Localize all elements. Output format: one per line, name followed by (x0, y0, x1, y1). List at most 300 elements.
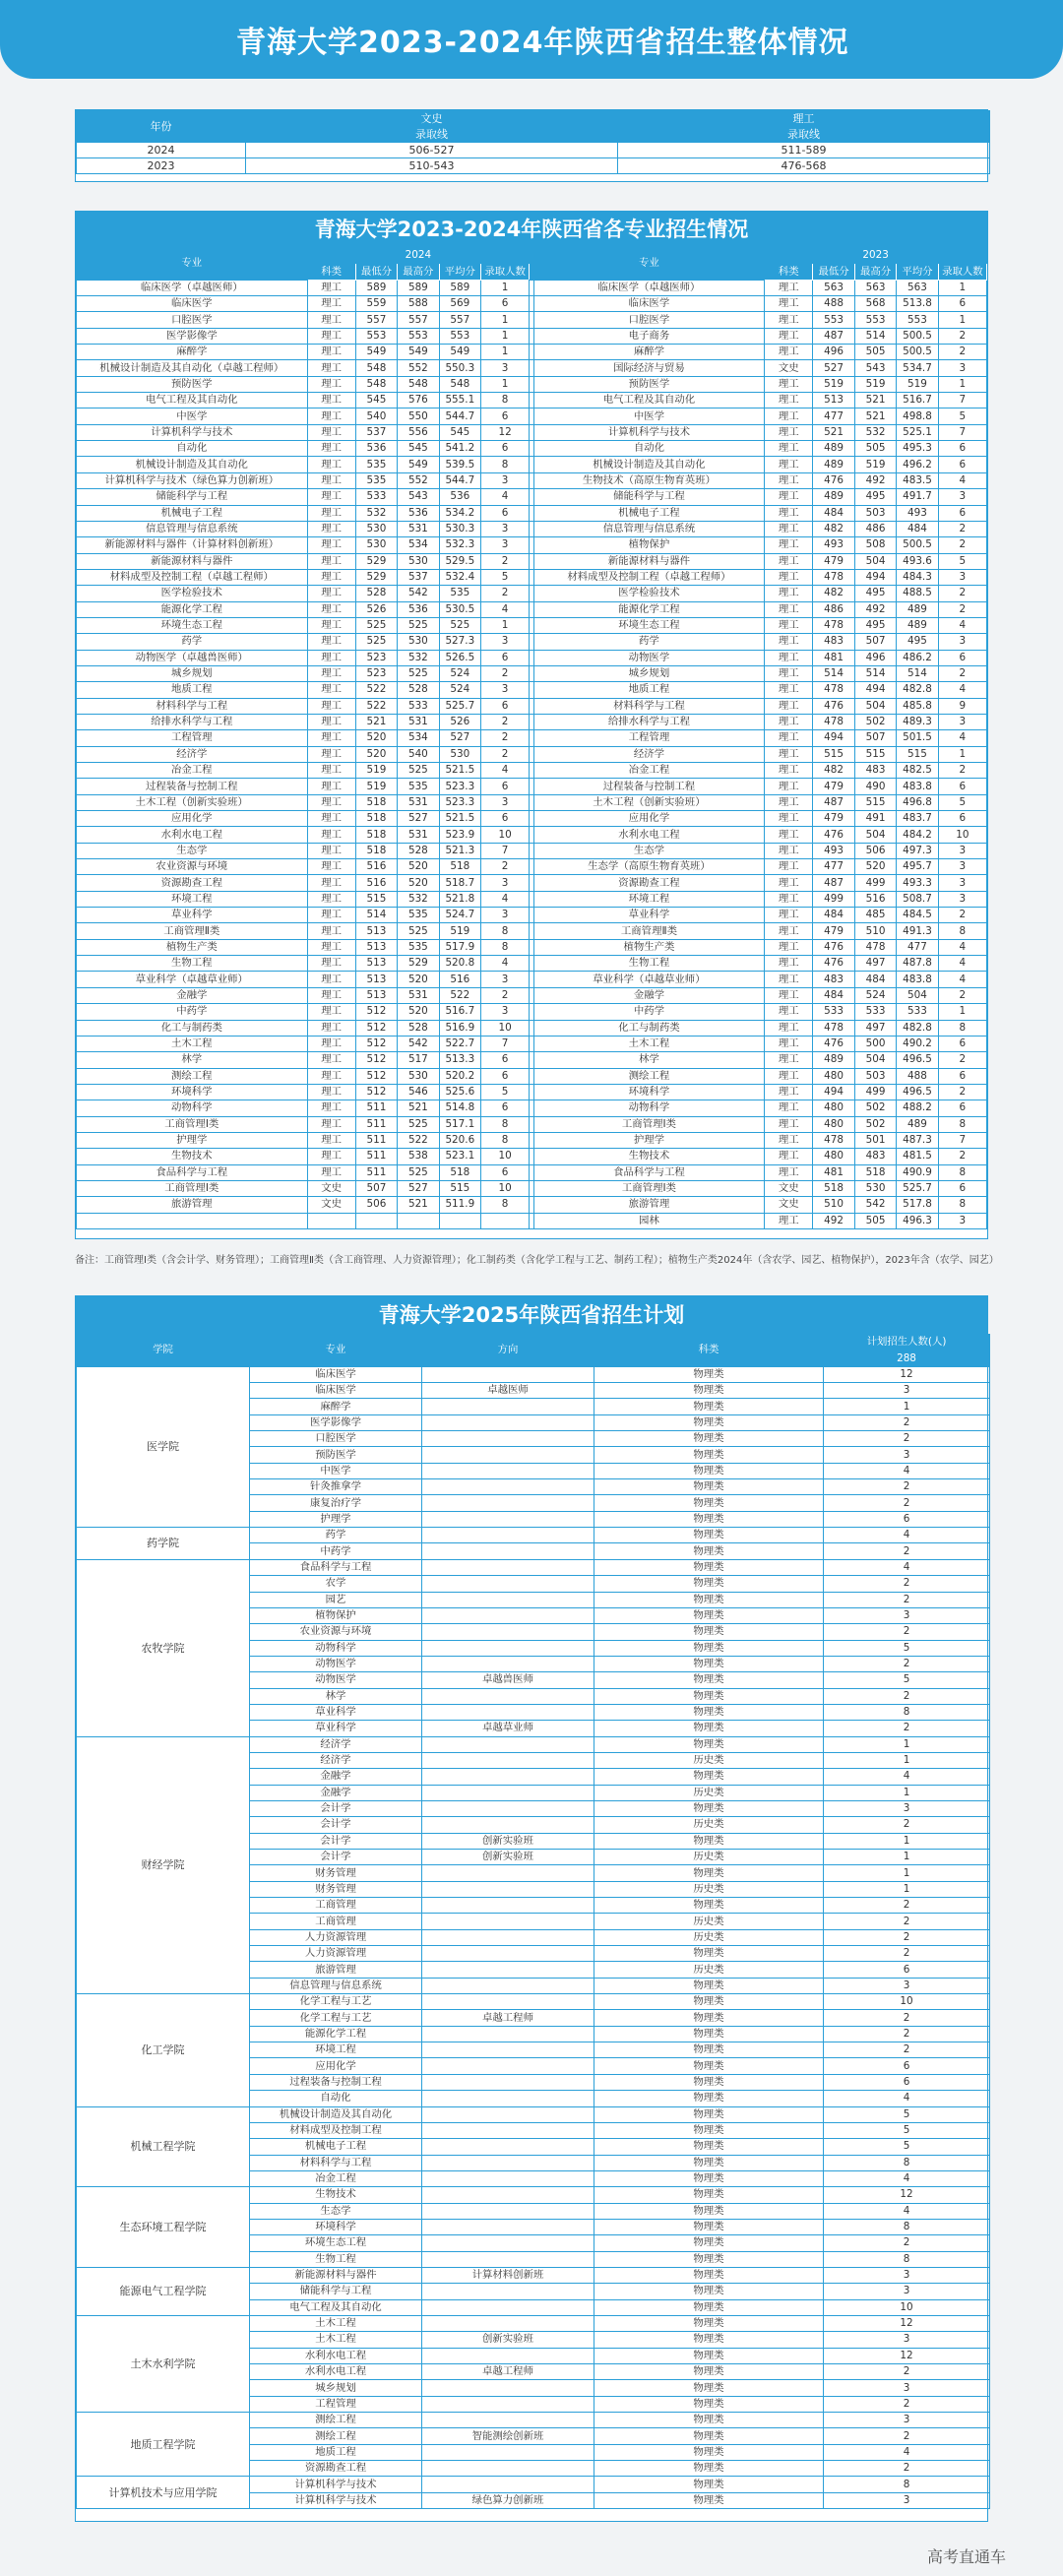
cell-2024-2: 553 (355, 328, 397, 344)
plan-cell-2: 物理类 (594, 1576, 824, 1592)
cell-2023-5: 2 (938, 1149, 986, 1164)
cell-2023-0: 动物科学 (533, 1100, 765, 1116)
cell-2024-0: 中医学 (77, 408, 308, 424)
plan-cell-1 (422, 1736, 594, 1752)
plan-cell-2: 物理类 (594, 1978, 824, 1993)
header-major-2024: 专业 (77, 248, 308, 281)
plan-cell-2: 历史类 (594, 1817, 824, 1833)
subheader-3: 平均分 (439, 264, 480, 280)
cell-2023-5: 2 (938, 345, 986, 360)
plan-cell-0: 会计学 (250, 1833, 422, 1849)
cell-2024-0: 过程装备与控制工程 (77, 779, 308, 794)
cell-2023-2: 484 (813, 908, 854, 923)
plan-cell-3: 3 (824, 2380, 990, 2396)
cell-2023-2: 510 (813, 1197, 854, 1213)
plan-cell-2: 物理类 (594, 2122, 824, 2138)
header-2023: 2023 (765, 248, 987, 264)
plan-cell-0: 动物科学 (250, 1640, 422, 1656)
header-year: 年份 (77, 111, 246, 143)
cell-2024-2: 513 (355, 939, 397, 955)
cell-2024-4: 545 (439, 424, 480, 440)
cell-2023-2: 476 (813, 939, 854, 955)
cell-2024-2: 530 (355, 521, 397, 536)
cell-2023-1: 理工 (765, 1052, 813, 1068)
plan-cell-2: 物理类 (594, 2284, 824, 2299)
cell-2024-3: 532 (398, 891, 439, 907)
cell-2024-0: 新能源材料与器件 (77, 553, 308, 569)
cell-2024-5: 6 (481, 296, 530, 312)
plan-cell-1 (422, 1576, 594, 1592)
cell-2024-1: 理工 (307, 698, 355, 714)
plan-cell-3: 4 (824, 2444, 990, 2460)
table-row (77, 794, 987, 810)
plan-cell-1 (422, 2413, 594, 2428)
plan-cell-3: 2 (824, 1946, 990, 1962)
plan-cell-3: 10 (824, 1994, 990, 2010)
cell-2024-2: 525 (355, 634, 397, 650)
cell-2023-1: 理工 (765, 827, 813, 843)
cell-2023-1: 理工 (765, 811, 813, 827)
plan-cell-3: 6 (824, 2074, 990, 2090)
cell-2024-2: 549 (355, 345, 397, 360)
cell-2024-4: 516.7 (439, 1004, 480, 1020)
plan-cell-0: 过程装备与控制工程 (250, 2074, 422, 2090)
cell-2024-5: 6 (481, 408, 530, 424)
cell-2023-1: 理工 (765, 1149, 813, 1164)
plan-cell-0: 财务管理 (250, 1881, 422, 1897)
cell-2024-0: 生态学 (77, 843, 308, 858)
plan-cell-1 (422, 1898, 594, 1914)
cell-2023-3: 485 (854, 908, 896, 923)
cell-2024-2: 519 (355, 779, 397, 794)
plan-cell-2: 物理类 (594, 2187, 824, 2203)
cell-2024-4: 523.3 (439, 779, 480, 794)
cell-2024-0: 环境工程 (77, 891, 308, 907)
table-row (77, 1020, 987, 1036)
college-name: 药学院 (77, 1528, 250, 1560)
cell-2024-3: 534 (398, 537, 439, 553)
plan-cell-0: 环境工程 (250, 2042, 422, 2058)
cell-2023-2: 483 (813, 972, 854, 987)
cell-2023-3: 494 (854, 682, 896, 698)
cell-2023-0: 环境工程 (533, 891, 765, 907)
header-direction: 方向 (422, 1335, 594, 1367)
cell-2023-1: 理工 (765, 746, 813, 762)
cell-2024-1: 理工 (307, 875, 355, 891)
cell-2024-3: 543 (398, 489, 439, 505)
plan-cell-1 (422, 2219, 594, 2234)
cell-2024-4: 526.5 (439, 650, 480, 665)
table-row (77, 312, 987, 328)
cell-2024-5: 7 (481, 1036, 530, 1051)
cell-2023-0: 能源化学工程 (533, 601, 765, 617)
plan-cell-0: 能源化学工程 (250, 2026, 422, 2042)
plan-cell-2: 物理类 (594, 1383, 824, 1399)
cell-2023-1: 理工 (765, 280, 813, 295)
plan-cell-2: 物理类 (594, 2332, 824, 2348)
plan-cell-0: 工商管理 (250, 1914, 422, 1929)
table-row (77, 296, 987, 312)
plan-cell-2: 物理类 (594, 1946, 824, 1962)
header-2024: 2024 (307, 248, 530, 264)
cell-2023-1: 理工 (765, 376, 813, 392)
cell-2024-1: 理工 (307, 1100, 355, 1116)
cell-2023-4: 525.7 (897, 1180, 938, 1196)
cell-2023-0: 工程管理 (533, 730, 765, 746)
cell-2024-2 (355, 1213, 397, 1228)
cell-2024-2: 511 (355, 1132, 397, 1148)
cell-2023-4: 490.2 (897, 1036, 938, 1051)
cell-2023-4: 488.2 (897, 1100, 938, 1116)
plan-row (77, 1366, 990, 1382)
cell-2024-4: 516.9 (439, 1020, 480, 1036)
cell-2024-5: 8 (481, 393, 530, 408)
cell-2024-5: 1 (481, 328, 530, 344)
cell-2023-0: 植物生产类 (533, 939, 765, 955)
cell-2024-2: 513 (355, 972, 397, 987)
cell-2024-3: 576 (398, 393, 439, 408)
cell-2023-3: 553 (854, 312, 896, 328)
table-row (77, 1164, 987, 1180)
plan-cell-2: 物理类 (594, 1607, 824, 1623)
cell-2023-4: 513.8 (897, 296, 938, 312)
cell-2023-2: 514 (813, 665, 854, 681)
cell-2024-1: 理工 (307, 505, 355, 521)
plan-cell-1 (422, 2284, 594, 2299)
cell-2024-5: 3 (481, 682, 530, 698)
plan-cell-1 (422, 1704, 594, 1720)
cell-2023-5: 4 (938, 617, 986, 633)
table-row (77, 586, 987, 601)
cell-2024-5: 3 (481, 908, 530, 923)
table-row (77, 360, 987, 376)
cell-2023-3: 494 (854, 569, 896, 585)
cell-2023-4: 495.7 (897, 859, 938, 875)
cell-2023-1: 文史 (765, 1197, 813, 1213)
cell-2023-1: 理工 (765, 939, 813, 955)
plan-row (77, 2477, 990, 2492)
cell-2024-4: 527.3 (439, 634, 480, 650)
cell-2023-5: 1 (938, 1004, 986, 1020)
plan-cell-0: 园艺 (250, 1592, 422, 1607)
cell-2023-2: 476 (813, 827, 854, 843)
table-row (77, 730, 987, 746)
plan-cell-2: 物理类 (594, 2170, 824, 2186)
plan-cell-0: 动物医学 (250, 1672, 422, 1688)
table-row (77, 891, 987, 907)
cell-2024-1: 理工 (307, 682, 355, 698)
cell-2024-0: 林学 (77, 1052, 308, 1068)
plan-cell-1: 卓越工程师 (422, 2364, 594, 2380)
cell-2024-4: 527 (439, 730, 480, 746)
cell-2024-3: 530 (398, 1068, 439, 1084)
cell-2023-0: 土木工程 (533, 1036, 765, 1051)
table-row (77, 650, 987, 665)
plan-cell-2: 物理类 (594, 2492, 824, 2508)
cell-2024-5: 6 (481, 505, 530, 521)
cell-2023-2: 481 (813, 1164, 854, 1180)
cell-2024-1: 理工 (307, 794, 355, 810)
cell-2023-4: 493.3 (897, 875, 938, 891)
cell-2023-4: 484 (897, 521, 938, 536)
cell-2023-5: 6 (938, 811, 986, 827)
cell-2024-3: 531 (398, 827, 439, 843)
cell-2024-0: 信息管理与信息系统 (77, 521, 308, 536)
cell-2023-4: 504 (897, 987, 938, 1003)
cell-2023-5: 2 (938, 908, 986, 923)
plan-cell-2: 物理类 (594, 1479, 824, 1495)
cell-2023-4: 488.5 (897, 586, 938, 601)
cell-2023-0: 食品科学与工程 (533, 1164, 765, 1180)
cell-2023-3: 530 (854, 1180, 896, 1196)
cell-2024-0: 化工与制药类 (77, 1020, 308, 1036)
cell-2024-0: 给排水科学与工程 (77, 714, 308, 729)
plan-cell-3: 6 (824, 1511, 990, 1527)
cell-2024-2: 589 (355, 280, 397, 295)
cell-2023-3: 495 (854, 617, 896, 633)
cell-2024-0: 医学检验技术 (77, 586, 308, 601)
cell-2023-2: 478 (813, 682, 854, 698)
cell-2024-1: 理工 (307, 296, 355, 312)
plan-cell-2: 物理类 (594, 1592, 824, 1607)
plan-cell-2: 物理类 (594, 2348, 824, 2363)
college-name: 生态环境工程学院 (77, 2187, 250, 2268)
plan-cell-0: 金融学 (250, 1785, 422, 1800)
cell-2024-5: 3 (481, 634, 530, 650)
cell-2024-2: 511 (355, 1100, 397, 1116)
cell-2024-1: 理工 (307, 393, 355, 408)
cell-2024-2: 529 (355, 569, 397, 585)
cell-2023-3: 521 (854, 393, 896, 408)
cell-2023-0: 新能源材料与器件 (533, 553, 765, 569)
plan-cell-3: 3 (824, 1447, 990, 1463)
plan-cell-1 (422, 2299, 594, 2315)
table-row (77, 376, 987, 392)
plan-cell-1 (422, 1495, 594, 1511)
plan-cell-0: 会计学 (250, 1817, 422, 1833)
cell-2023-3: 505 (854, 345, 896, 360)
cell-2024-5: 7 (481, 843, 530, 858)
plan-cell-3: 1 (824, 1736, 990, 1752)
plan-cell-3: 3 (824, 2267, 990, 2283)
cell-2023-1: 理工 (765, 634, 813, 650)
cell-2023-0: 生物技术（高原生物育英班） (533, 472, 765, 488)
cell-2024-2: 523 (355, 650, 397, 665)
cell-2023-5: 4 (938, 972, 986, 987)
plan-table (76, 1334, 990, 2509)
cell-2024-0: 环境科学 (77, 1084, 308, 1100)
plan-cell-2: 物理类 (594, 2364, 824, 2380)
cell-2023-1: 理工 (765, 923, 813, 939)
cell-2023-4: 517.8 (897, 1197, 938, 1213)
table-row (77, 987, 987, 1003)
plan-title: 青海大学2025年陕西省招生计划 (76, 1296, 987, 1334)
cell-2024-0: 医学影像学 (77, 328, 308, 344)
cell-2024-5: 3 (481, 472, 530, 488)
cell-2023-4: 500.5 (897, 345, 938, 360)
cell-2024-0: 机械设计制造及其自动化 (77, 457, 308, 472)
plan-cell-1 (422, 2042, 594, 2058)
cell-2023-3: 492 (854, 601, 896, 617)
plan-cell-2: 历史类 (594, 1914, 824, 1929)
plan-cell-0: 康复治疗学 (250, 1495, 422, 1511)
plan-cell-2: 历史类 (594, 1929, 824, 1945)
plan-cell-2: 物理类 (594, 1399, 824, 1414)
cell-2024-0: 农业资源与环境 (77, 859, 308, 875)
cell-2024-0: 护理学 (77, 1132, 308, 1148)
plan-cell-1 (422, 1463, 594, 1478)
cell-2024-0: 测绘工程 (77, 1068, 308, 1084)
header-type: 科类 (594, 1335, 824, 1367)
cell-2024-5: 2 (481, 730, 530, 746)
cell-2024-0: 草业科学（卓越草业师） (77, 972, 308, 987)
plan-cell-3: 2 (824, 1656, 990, 1671)
cell-2023-4: 489.3 (897, 714, 938, 729)
cell-2024-0: 生物工程 (77, 956, 308, 972)
cell-2023-3: 484 (854, 972, 896, 987)
plan-cell-3: 2 (824, 2428, 990, 2444)
cell-2024-1: 理工 (307, 1068, 355, 1084)
cell-2023-2: 481 (813, 650, 854, 665)
plan-cell-3: 10 (824, 2299, 990, 2315)
cell-2023-0: 土木工程（创新实验班） (533, 794, 765, 810)
cell-2023-2: 479 (813, 811, 854, 827)
table-row (77, 489, 987, 505)
cell-2024-5: 12 (481, 424, 530, 440)
cell-2024-2: 511 (355, 1164, 397, 1180)
plan-cell-0: 临床医学 (250, 1383, 422, 1399)
plan-cell-1 (422, 2235, 594, 2251)
plan-cell-0: 材料科学与工程 (250, 2155, 422, 2170)
cell-2023-3: 532 (854, 424, 896, 440)
cell-2024-1: 理工 (307, 650, 355, 665)
cell-2024-5: 4 (481, 891, 530, 907)
plan-cell-0: 药学 (250, 1528, 422, 1543)
cell-2024-2: 526 (355, 601, 397, 617)
cell-2023-2: 483 (813, 634, 854, 650)
cell-2023-3: 497 (854, 956, 896, 972)
plan-cell-0: 农业资源与环境 (250, 1624, 422, 1640)
cell-2023-2: 484 (813, 505, 854, 521)
cell-2024-5: 4 (481, 763, 530, 779)
plan-cell-2: 物理类 (594, 2010, 824, 2026)
cell-2024-4 (439, 1213, 480, 1228)
cell-2024-5: 5 (481, 1084, 530, 1100)
cell-2023-0: 预防医学 (533, 376, 765, 392)
cell-2023-1: 理工 (765, 1164, 813, 1180)
plan-cell-0: 材料成型及控制工程 (250, 2122, 422, 2138)
cell-2024-5: 2 (481, 665, 530, 681)
cell-2023-3: 520 (854, 859, 896, 875)
cell-2023-2: 515 (813, 746, 854, 762)
plan-cell-3: 6 (824, 2058, 990, 2074)
cell-2024-0: 预防医学 (77, 376, 308, 392)
cell-2024-5: 3 (481, 1004, 530, 1020)
plan-cell-3: 2 (824, 2010, 990, 2026)
cell-2023-5: 9 (938, 698, 986, 714)
plan-cell-3: 3 (824, 1800, 990, 1816)
plan-cell-1 (422, 1929, 594, 1945)
cell-2023-4: 493.6 (897, 553, 938, 569)
subheader-1: 最低分 (813, 264, 854, 280)
plan-cell-0: 临床医学 (250, 1366, 422, 1382)
plan-cell-0: 化学工程与工艺 (250, 1994, 422, 2010)
cell-2024-3: 525 (398, 763, 439, 779)
table-row (77, 779, 987, 794)
plan-cell-2: 历史类 (594, 1752, 824, 1768)
cell-2023-5: 6 (938, 1068, 986, 1084)
plan-cell-2: 物理类 (594, 1543, 824, 1559)
cell-2023-0: 应用化学 (533, 811, 765, 827)
plan-cell-2: 物理类 (594, 1511, 824, 1527)
cell-2024-3: 535 (398, 939, 439, 955)
cell-2023-3: 478 (854, 939, 896, 955)
cell-2023-1: 理工 (765, 779, 813, 794)
plan-cell-0: 草业科学 (250, 1721, 422, 1736)
cell-2023-3: 524 (854, 987, 896, 1003)
cell-2023-2: 499 (813, 891, 854, 907)
cell-2023-1: 理工 (765, 505, 813, 521)
cell-2023-4: 496.5 (897, 1084, 938, 1100)
cell-2024-3: 528 (398, 843, 439, 858)
cell-2024-5: 2 (481, 987, 530, 1003)
cell-2024-1 (307, 1213, 355, 1228)
cell-2023-1: 理工 (765, 682, 813, 698)
cell-2024-4: 539.5 (439, 457, 480, 472)
table-row (77, 908, 987, 923)
cell-2024-0: 地质工程 (77, 682, 308, 698)
plan-cell-0: 新能源材料与器件 (250, 2267, 422, 2283)
plan-cell-1 (422, 1607, 594, 1623)
cell-2024-1: 理工 (307, 586, 355, 601)
plan-cell-3: 2 (824, 2235, 990, 2251)
plan-row (77, 1994, 990, 2010)
plan-cell-0: 草业科学 (250, 1704, 422, 1720)
cell-2024-0: 计算机科学与技术 (77, 424, 308, 440)
cell-2023-1: 理工 (765, 956, 813, 972)
plan-cell-1 (422, 2444, 594, 2460)
cell-2024-3: 557 (398, 312, 439, 328)
cell-2023-5: 3 (938, 843, 986, 858)
cell-2024-3: 535 (398, 779, 439, 794)
cell-2024-3: 542 (398, 1036, 439, 1051)
plan-cell-2: 物理类 (594, 1414, 824, 1430)
plan-cell-2: 物理类 (594, 2139, 824, 2155)
plan-cell-3: 1 (824, 1833, 990, 1849)
cell-2024-1: 理工 (307, 1084, 355, 1100)
cell-2024-0: 自动化 (77, 441, 308, 457)
cell-2024-1: 理工 (307, 1004, 355, 1020)
plan-cell-2: 物理类 (594, 2074, 824, 2090)
cell-2023-4: 496.8 (897, 794, 938, 810)
cell-2024-0: 材料科学与工程 (77, 698, 308, 714)
plan-cell-1 (422, 1366, 594, 1382)
cell-2024-5: 10 (481, 827, 530, 843)
cell-2024-5: 8 (481, 923, 530, 939)
plan-cell-3: 5 (824, 1640, 990, 1656)
cell-2024-0 (77, 1213, 308, 1228)
cell-2023-3: 514 (854, 665, 896, 681)
cell-2023-5: 3 (938, 1213, 986, 1228)
cell-2023-1: 理工 (765, 441, 813, 457)
plan-cell-1 (422, 2170, 594, 2186)
plan-cell-3: 2 (824, 1592, 990, 1607)
cell-2023-4: 490.9 (897, 1164, 938, 1180)
cell-2023-4: 482.8 (897, 682, 938, 698)
cell-2024-3: 534 (398, 730, 439, 746)
cell-2023-1: 理工 (765, 665, 813, 681)
cell-2023-1: 理工 (765, 1213, 813, 1228)
